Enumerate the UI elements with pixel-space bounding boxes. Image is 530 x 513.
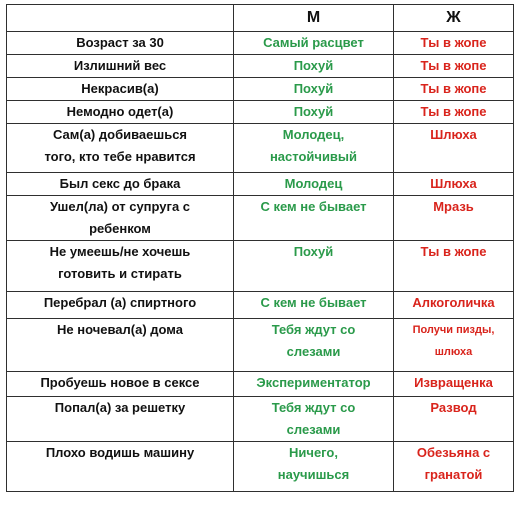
cell-text-line: Тебя ждут со (271, 400, 356, 415)
cell-text-line: Был секс до брака (59, 176, 181, 191)
cell-text-line: того, кто тебе нравится (44, 149, 196, 164)
table-row (7, 241, 514, 292)
cell-text-line: Ты в жопе (420, 58, 487, 73)
cell-text-line: Попал(а) за решетку (54, 400, 186, 415)
male-value-cell (234, 101, 394, 124)
female-value-cell (394, 241, 514, 292)
cell-text-line: Ты в жопе (420, 81, 487, 96)
row-label-cell (7, 101, 234, 124)
cell-text-line: Мразь (433, 199, 474, 214)
male-value-cell (234, 196, 394, 241)
cell-text-line: Тебя ждут со (271, 322, 356, 337)
male-value-cell (234, 32, 394, 55)
cell-text-line: Не ночевал(а) дома (57, 322, 183, 337)
cell-text-line: Ничего, (289, 445, 338, 460)
cell-text-line: Плохо водишь машину (45, 445, 195, 460)
cell-text-line: Извращенка (414, 375, 493, 390)
cell-text-line: Развод (430, 400, 477, 415)
cell-text-line: Пробуешь новое в сексе (40, 375, 200, 390)
row-label-cell (7, 124, 234, 173)
row-label-cell (7, 319, 234, 372)
male-value-cell (234, 292, 394, 319)
cell-text-line: Некрасив(а) (81, 81, 159, 96)
table-row (7, 319, 514, 372)
cell-text-line: Получи пизды, (412, 324, 495, 336)
table-row (7, 78, 514, 101)
row-label-cell (7, 196, 234, 241)
cell-text-line: Сам(а) добиваешься (52, 127, 188, 142)
row-label-cell (7, 55, 234, 78)
female-value-cell (394, 372, 514, 397)
cell-text-line: Ты в жопе (420, 35, 487, 50)
table-row (7, 32, 514, 55)
male-value-cell (234, 124, 394, 173)
cell-text-line: слезами (286, 344, 341, 359)
female-value-cell (394, 78, 514, 101)
cell-text-line: Похуй (293, 81, 334, 96)
male-value-cell (234, 55, 394, 78)
cell-text-line: Шлюха (430, 127, 477, 142)
header-row (7, 5, 514, 32)
female-value-cell (394, 101, 514, 124)
cell-text-line: Перебрал (а) спиртного (43, 295, 197, 310)
male-value-cell (234, 241, 394, 292)
male-value-cell (234, 319, 394, 372)
table-row (7, 55, 514, 78)
row-label-cell (7, 241, 234, 292)
cell-text-line: Излишний вес (73, 58, 167, 73)
cell-text-line: Не умеешь/не хочешь (49, 244, 191, 259)
comparison-table-wrapper (6, 4, 514, 492)
header-m: М (234, 5, 394, 32)
cell-text-line: Самый расцвет (263, 35, 364, 50)
cell-text-line: Шлюха (430, 176, 477, 191)
male-value-cell (234, 397, 394, 442)
comparison-table (6, 4, 514, 492)
female-value-cell (394, 319, 514, 372)
cell-text-line: Экспериментатор (256, 375, 371, 390)
table-row (7, 292, 514, 319)
male-value-cell (234, 372, 394, 397)
cell-text-line: Алкоголичка (412, 295, 495, 310)
row-label-cell (7, 32, 234, 55)
cell-text-line: С кем не бывает (260, 295, 367, 310)
cell-text-line: научишься (277, 467, 350, 482)
female-value-cell (394, 55, 514, 78)
cell-text-line: Похуй (293, 244, 334, 259)
cell-text-line: слезами (286, 422, 341, 437)
female-value-cell (394, 397, 514, 442)
row-label-cell (7, 372, 234, 397)
male-value-cell (234, 78, 394, 101)
cell-text-line: Ушел(ла) от супруга с (49, 199, 191, 214)
cell-text-line: Молодец (284, 176, 343, 191)
cell-text-line: Похуй (293, 58, 334, 73)
female-value-cell (394, 124, 514, 173)
female-value-cell (394, 173, 514, 196)
row-label-cell (7, 78, 234, 101)
table-row (7, 442, 514, 492)
cell-text-line: Обезьяна с (416, 445, 491, 460)
male-value-cell (234, 173, 394, 196)
cell-text-line: Похуй (293, 104, 334, 119)
header-empty-cell (7, 5, 234, 32)
cell-text-line: Возраст за 30 (76, 35, 164, 50)
cell-text-line: ребенком (89, 221, 151, 236)
cell-text-line: готовить и стирать (58, 266, 182, 281)
female-value-cell (394, 292, 514, 319)
cell-text-line: настойчивый (269, 149, 358, 164)
cell-text-line: С кем не бывает (260, 199, 367, 214)
female-value-cell (394, 32, 514, 55)
header-f: Ж (394, 5, 514, 32)
table-row (7, 397, 514, 442)
row-label-cell (7, 442, 234, 492)
cell-text-line: Молодец, (282, 127, 345, 142)
row-label-cell (7, 397, 234, 442)
table-row (7, 196, 514, 241)
table-row (7, 124, 514, 173)
female-value-cell (394, 196, 514, 241)
cell-text-line: Немодно одет(а) (66, 104, 174, 119)
cell-text-line: Ты в жопе (420, 244, 487, 259)
female-value-cell (394, 442, 514, 492)
male-value-cell (234, 442, 394, 492)
table-row (7, 372, 514, 397)
cell-text-line: гранатой (424, 467, 483, 482)
table-row (7, 101, 514, 124)
row-label-cell (7, 292, 234, 319)
table-row (7, 173, 514, 196)
row-label-cell (7, 173, 234, 196)
cell-text-line: шлюха (434, 346, 473, 358)
cell-text-line: Ты в жопе (420, 104, 487, 119)
